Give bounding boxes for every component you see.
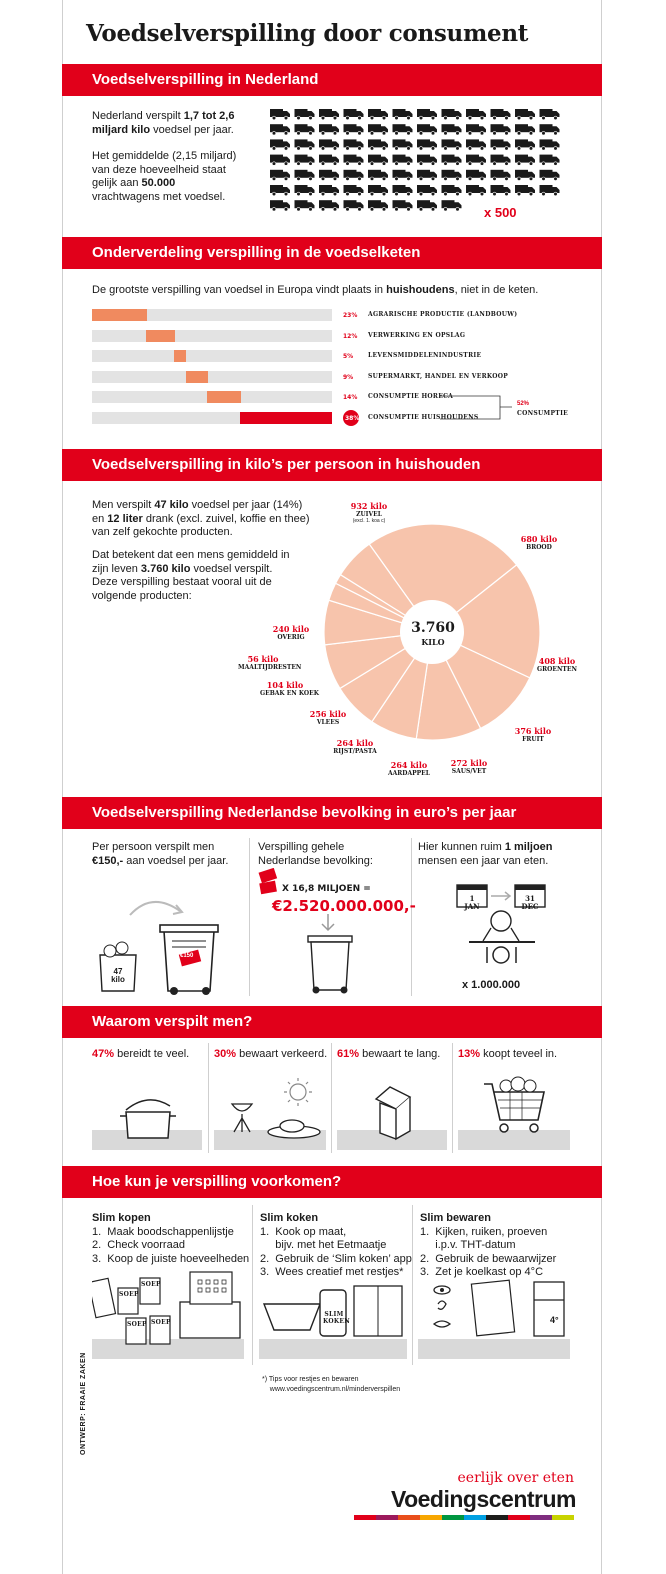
calendar-end: 31 DEC [521,894,539,911]
section-header-keten: Onderverdeling verspilling in de voedselketen [62,237,602,269]
population-multiplier: X 16,8 MILJOEN = [282,884,371,894]
truck-grid [270,108,582,220]
truck-icon [393,139,413,150]
why-pct: 13% [458,1048,481,1060]
brand-color-bar [354,1515,574,1520]
tip-item: 3. Zet je koelkast op 4°C [420,1266,544,1278]
truck-icon [295,155,315,166]
senses-fridge-illustration [430,1278,570,1348]
pie-label [330,738,380,755]
truck-icon [319,185,339,196]
pie-label-name: FRUIT [522,736,544,743]
why-reason [92,1048,189,1062]
divider [208,1043,209,1153]
bar [92,309,147,321]
bag-kilo-label: 47 kilo [111,967,125,984]
pie-label-name: VLEES [316,719,340,726]
truck-icon [295,200,315,211]
pie-label [260,680,319,697]
truck-icon [270,185,290,196]
shopping-cart-icon [482,1076,552,1142]
pie-label-name: RIJST/PASTA [333,748,377,755]
pie-label-value: 376 kilo [514,726,552,736]
truck-icon [319,124,339,135]
brand-color-swatch [420,1515,442,1520]
soup-can-label: SOEP [119,1291,139,1298]
population-total: €2.520.000.000,- [272,897,416,915]
brand-color-swatch [464,1515,486,1520]
pie-label-name: BROOD [526,544,552,551]
section-header-voorkomen: Hoe kun je verspilling voorkomen? [62,1166,602,1198]
truck-icon [466,170,486,181]
truck-icon [417,170,437,181]
truck-icon [393,155,413,166]
euro-million-people: Hier kunnen ruim 1 miljoen mensen een jaar van eten. [418,841,553,867]
bbq-sun-icon [222,1078,322,1144]
truck-icon [270,139,290,150]
app-label: SLIM KOKEN [323,1311,351,1325]
tip-heading: Slim koken [260,1212,319,1224]
brand-color-swatch [398,1515,420,1520]
cooking-pot-icon [118,1092,178,1142]
tip-item: 1. Kijken, ruiken, proeven [420,1225,548,1238]
brand-color-swatch [442,1515,464,1520]
euro-per-person: Per persoon verspilt men €150,- aan voedsel per jaar. [92,841,229,867]
section-header-waarom: Waarom verspilt men? [62,1006,602,1038]
truck-icon [270,200,290,211]
bar-pct: 12% [343,332,358,340]
tip-column [92,1212,250,1266]
truck-icon [442,155,462,166]
waste-bin-icon [300,912,360,996]
price-tag: €150 [180,953,194,959]
truck-icon [540,139,560,150]
tip-item: 2. Gebruik de bewaarwijzer [420,1252,557,1265]
truck-icon [491,155,511,166]
truck-icon [515,185,535,196]
bar-label: LEVENSMIDDELENINDUSTRIE [368,352,482,360]
bar-pct: 14% [343,394,358,402]
bar-label: CONSUMPTIE HORECA [368,393,454,401]
chain-intro: De grootste verspilling van voedsel in Europa vindt plaats in huishoudens, niet in de keten. [92,284,539,296]
pie-label-name: ZUIVEL [356,511,382,518]
tip-item: 2. Gebruik de ‘Slim koken’ app [260,1252,412,1265]
truck-icon [344,124,364,135]
pie-label-value: 56 kilo [247,654,279,664]
bar-pct: 9% [343,373,354,381]
pie-label [266,624,316,641]
bar-pct: 23% [343,312,358,319]
truck-icon [540,124,560,135]
truck-icon [540,170,560,181]
truck-icon [344,155,364,166]
truck-icon [319,139,339,150]
truck-icon [344,109,364,120]
why-text: koopt teveel in. [480,1048,558,1060]
bar-track [92,371,332,383]
brand-color-swatch [354,1515,376,1520]
bar-pct: 5% [343,353,354,361]
tip-item: 1. Maak boodschappenlijstje [92,1225,234,1238]
pie-label-name: OVERIG [277,634,305,641]
tip-heading: Slim bewaren [420,1212,491,1224]
why-reason [214,1048,327,1062]
section-header-nederland: Voedselverspilling in Nederland [62,64,602,96]
tip-item: bijv. met het Eetmaatje [260,1239,387,1251]
tip-heading: Slim kopen [92,1212,151,1224]
bar-label: VERWERKING EN OPSLAG [368,331,466,339]
euro-population-label: Verspilling gehele Nederlandse bevolking: [258,841,373,867]
truck-icon [270,155,290,166]
truck-icon [442,124,462,135]
pie-label [344,501,394,524]
pie-label [444,758,494,775]
truck-icon [319,200,339,211]
why-reason [458,1048,557,1062]
truck-icon [466,185,486,196]
pie-label-value: 256 kilo [309,709,347,719]
soup-can-label: SOEP [141,1281,161,1288]
calendar-start: 1 JAN [464,894,480,911]
groceries-illustration [92,1268,244,1348]
pie-label [303,709,353,726]
divider [452,1043,453,1153]
consumptie-pct: 52% [517,401,530,407]
truck-icon [442,139,462,150]
pie-label [508,726,558,743]
truck-icon [319,155,339,166]
pie-label-value: 932 kilo [350,501,388,511]
brand-tagline: eerlijk over eten [457,1470,574,1486]
nl-paragraph-1: Nederland verspilt 1,7 tot 2,6 miljard kilo voedsel per jaar. [92,110,235,136]
truck-icon [466,124,486,135]
truck-icon [393,109,413,120]
truck-icon [368,109,388,120]
brand-logo: Voedingscentrum [390,1486,576,1512]
why-text: bewaart te lang. [359,1048,441,1060]
people-count: x 1.000.000 [462,979,521,991]
truck-icon [368,124,388,135]
truck-icon [295,139,315,150]
pie-label-value: 264 kilo [390,760,428,770]
pie-center-value: 3.760 [411,620,455,636]
why-text: bereidt te veel. [114,1048,190,1060]
divider [411,838,412,996]
truck-icon [344,185,364,196]
truck-icon [417,200,437,211]
pie-label [238,654,302,671]
bar-track [92,350,332,362]
truck-icon [295,170,315,181]
truck-icon [442,185,462,196]
divider [249,838,250,996]
truck-icon [368,155,388,166]
truck-icon [491,109,511,120]
why-pct: 61% [337,1048,360,1060]
why-text: bewaart verkeerd. [236,1048,328,1060]
why-pct: 47% [92,1048,115,1060]
tip-column [420,1212,575,1280]
truck-icon [393,124,413,135]
truck-icon [393,170,413,181]
tip-item: 1. Kook op maat, [260,1225,347,1238]
divider [331,1043,332,1153]
truck-icon [417,109,437,120]
consumptie-bracket [440,392,520,424]
tip-item: 2. Check voorraad [92,1239,185,1251]
truck-multiplier: x 500 [484,205,517,220]
truck-icon [295,185,315,196]
pie-label-value: 264 kilo [336,738,374,748]
truck-icon [344,139,364,150]
pie-center-unit: KILO [421,637,445,647]
bar [207,391,241,403]
truck-icon [417,124,437,135]
brand-color-swatch [508,1515,530,1520]
truck-icon [466,155,486,166]
bar [240,412,332,424]
bar [186,371,208,383]
tip-item: 3. Koop de juiste hoeveelheden [92,1252,250,1265]
bar-track [92,330,332,342]
pie-label-name: GROENTEN [537,666,577,673]
truck-icon [515,109,535,120]
pie-label-name: AARDAPPEL [388,770,430,777]
truck-icon [368,170,388,181]
truck-icon [466,139,486,150]
bar-label: SUPERMARKT, HANDEL EN VERKOOP [368,372,509,380]
pie-label-name: GEBAK EN KOEK [260,690,319,697]
truck-icon [417,155,437,166]
truck-icon [270,109,290,120]
section-header-kilo: Voedselverspilling in kilo’s per persoon in huishouden [62,449,602,481]
truck-icon [515,139,535,150]
bar-label: AGRARISCHE PRODUCTIE (LANDBOUW) [368,311,518,318]
truck-icon [295,124,315,135]
kilo-paragraph-2: Dat betekent dat een mens gemiddeld in zijn leven 3.760 kilo voedsel verspilt. Deze verspilling bestaat vooral uit de volgende producten: [92,549,290,602]
truck-icon [368,185,388,196]
divider [412,1205,413,1365]
soup-can-label: SOEP [151,1319,171,1326]
truck-icon [515,124,535,135]
truck-icon [344,200,364,211]
page-title: Voedselverspilling door consument [86,20,529,47]
pie-label-sub: (excl. 1. koa c) [352,518,386,524]
truck-icon [393,185,413,196]
truck-icon [491,185,511,196]
brand-color-swatch [376,1515,398,1520]
truck-icon [442,109,462,120]
truck-icon [270,170,290,181]
footnote: *) Tips voor restjes en bewaren www.voedingscentrum.nl/minderverspillen [262,1376,401,1393]
why-reason [337,1048,440,1062]
kilo-paragraph-1: Men verspilt 47 kilo voedsel per jaar (14%) en 12 liter drank (excl. zuivel, koffie en thee) van zelf gekochte producten. [92,499,310,538]
truck-icon [540,155,560,166]
pie-label-name: MAALTIJDRESTEN [238,664,302,671]
pie-label-value: 104 kilo [266,680,304,690]
truck-icon [491,124,511,135]
soup-can-label: SOEP [127,1321,147,1328]
truck-icon [344,170,364,181]
bar [146,330,175,342]
tip-column [260,1212,415,1280]
pie-label [384,760,434,777]
truck-icon [491,139,511,150]
truck-icon [466,109,486,120]
bar-label: CONSUMPTIE HUISHOUDENS [368,414,479,421]
bar-pct: 38% [345,415,360,422]
truck-icon [295,109,315,120]
pie-label-value: 240 kilo [272,624,310,634]
section-header-euro: Voedselverspilling Nederlandse bevolking in euro’s per jaar [62,797,602,829]
truck-icon [540,109,560,120]
bar [174,350,186,362]
truck-icon [417,139,437,150]
price-tags-icon [258,868,278,900]
divider [252,1205,253,1365]
truck-icon [540,185,560,196]
consumptie-label: CONSUMPTIE [517,410,569,417]
pie-label-value: 680 kilo [520,534,558,544]
pie-label-value: 408 kilo [538,656,576,666]
truck-icon [442,200,462,211]
truck-icon [319,109,339,120]
truck-icon [368,200,388,211]
brand-color-swatch [486,1515,508,1520]
truck-icon [393,200,413,211]
tip-item: 3. Wees creatief met restjes* [260,1266,404,1278]
fridge-temperature: 4° [550,1315,559,1325]
pie-label-name: SAUS/VET [451,768,487,775]
nl-paragraph-2: Het gemiddelde (2,15 miljard) van deze hoeveelheid staat gelijk aan 50.000 vrachtwagens met voedsel. [92,150,237,203]
truck-icon [515,155,535,166]
milk-carton-icon [370,1083,420,1143]
truck-icon [442,170,462,181]
design-credit: ONTWERP: FRAAIE ZAKEN [80,1352,87,1455]
tip-item: i.p.v. THT-datum [420,1239,516,1251]
pie-label [514,534,564,551]
truck-icon [515,170,535,181]
truck-icon [417,185,437,196]
truck-icon [319,170,339,181]
truck-icon [491,170,511,181]
pie-label [532,656,582,673]
truck-icon [270,124,290,135]
brand-color-swatch [530,1515,552,1520]
truck-icon [368,139,388,150]
why-pct: 30% [214,1048,237,1060]
pie-label-value: 272 kilo [450,758,488,768]
brand-color-swatch [552,1515,574,1520]
